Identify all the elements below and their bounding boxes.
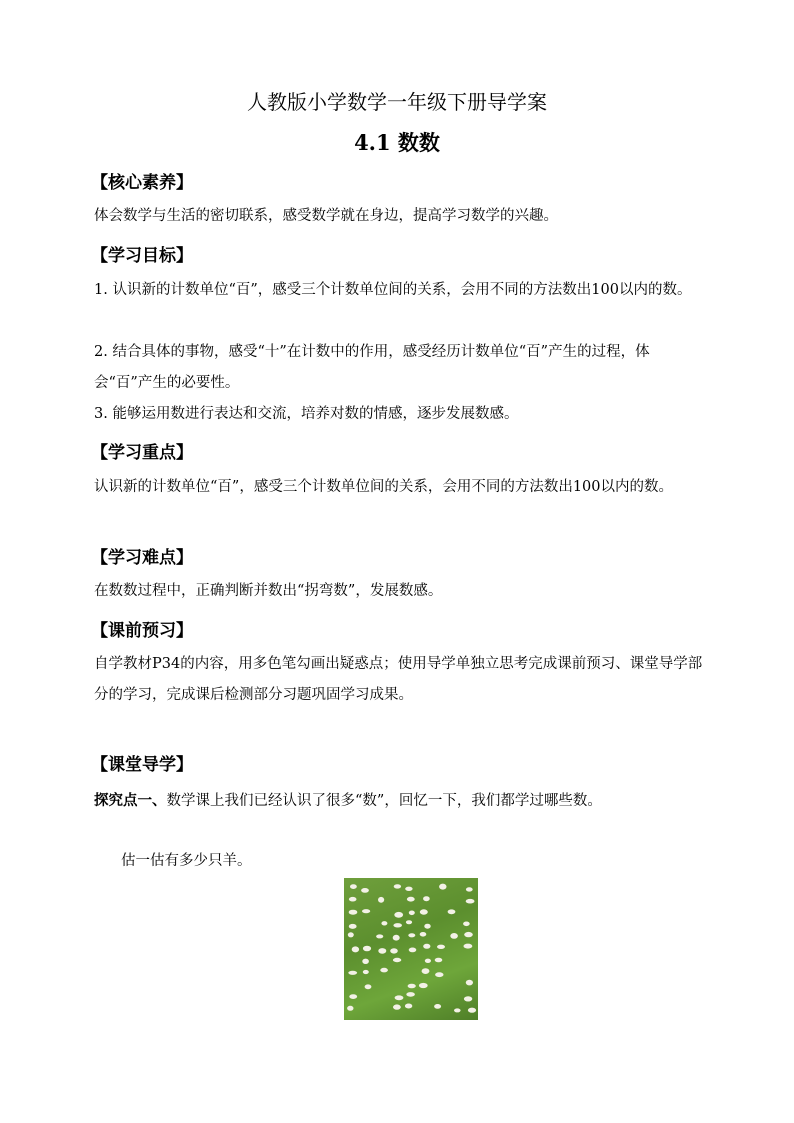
objective-item-1: 1. 认识新的计数单位“百”，感受三个计数单位间的关系，会用不同的方法数出100以内的数。	[94, 282, 692, 298]
sheep-mark	[437, 945, 445, 949]
sheep-mark	[420, 932, 427, 937]
explore-text: 数学课上我们已经认识了很多“数”，回忆一下，我们都学过哪些数。	[166, 793, 602, 809]
difficulties-heading: 【学习难点】	[91, 548, 193, 568]
sheep-mark	[439, 884, 446, 890]
estimate-prompt: 估一估有多少只羊。	[121, 853, 252, 869]
sheep-mark	[405, 887, 412, 891]
sheep-mark	[464, 944, 473, 949]
core-literacy-text: 体会数学与生活的密切联系，感受数学就在身边，提高学习数学的兴趣。	[94, 208, 558, 224]
sheep-mark	[349, 897, 357, 902]
preview-text: 自学教材P34的内容，用多色笔勾画出疑惑点；使用导学单独立思考完成课前预习、课堂导学部分的学习，完成课后检测部分习题巩固学习成果。	[94, 656, 703, 703]
key-points-text: 认识新的计数单位“百”，感受三个计数单位间的关系，会用不同的方法数出100以内的数。	[94, 479, 673, 495]
sheep-mark	[376, 934, 383, 938]
sheep-mark	[362, 959, 369, 964]
sheep-mark	[381, 921, 387, 925]
sheep-mark	[380, 968, 388, 973]
sheep-mark	[406, 992, 415, 997]
sheep-mark	[448, 909, 456, 914]
sheep-mark	[466, 980, 473, 986]
sheep-mark	[363, 946, 371, 952]
sheep-mark	[419, 983, 428, 988]
sheep-mark	[463, 922, 470, 927]
sheep-mark	[408, 984, 416, 989]
sheep-mark	[348, 971, 357, 975]
sheep-mark	[423, 944, 430, 949]
sheep-mark	[390, 948, 398, 953]
sheep-mark	[362, 909, 370, 913]
lesson-title: 4.1 数数	[354, 130, 440, 155]
sheep-mark	[394, 884, 401, 888]
sheep-mark	[420, 909, 428, 914]
sheep-mark	[435, 972, 443, 977]
sheep-mark	[393, 1004, 401, 1009]
sheep-mark	[409, 911, 415, 916]
sheep-mark	[349, 924, 357, 929]
document-title: 人教版小学数学一年级下册导学案	[247, 90, 547, 114]
sheep-mark	[434, 1004, 441, 1009]
preview-heading: 【课前预习】	[91, 621, 193, 641]
explore-label: 探究点一、	[94, 792, 167, 809]
sheep-mark	[468, 1008, 476, 1013]
sheep-mark	[349, 994, 357, 999]
objectives-heading: 【学习目标】	[91, 246, 193, 266]
sheep-mark	[464, 996, 472, 1001]
key-points-heading: 【学习重点】	[91, 443, 193, 463]
sheep-mark	[350, 884, 357, 889]
sheep-flock-illustration	[344, 878, 478, 1020]
sheep-mark	[466, 899, 475, 904]
difficulties-text: 在数数过程中，正确判断并数出“拐弯数”，发展数感。	[94, 583, 443, 599]
objective-item-2: 2. 结合具体的事物，感受“十”在计数中的作用，感受经历计数单位“百”产生的过程，体会“百”产生的必要性。	[94, 344, 650, 391]
sheep-mark	[352, 946, 359, 952]
sheep-mark	[363, 970, 369, 974]
sheep-mark	[464, 932, 473, 937]
sheep-mark	[395, 995, 404, 1000]
sheep-mark	[409, 948, 417, 953]
core-literacy-heading: 【核心素养】	[91, 173, 193, 193]
classroom-heading: 【课堂导学】	[91, 755, 193, 775]
sheep-mark	[361, 888, 369, 893]
sheep-mark	[378, 897, 384, 903]
sheep-mark	[435, 958, 443, 963]
sheep-mark	[365, 984, 372, 989]
sheep-mark	[422, 968, 430, 974]
sheep-mark	[349, 910, 358, 915]
sheep-mark	[393, 923, 402, 927]
sheep-mark	[393, 958, 401, 962]
sheep-mark	[393, 935, 400, 941]
sheep-mark	[450, 933, 458, 939]
sheep-mark	[394, 912, 403, 918]
sheep-mark	[378, 948, 386, 954]
sheep-mark	[347, 1006, 353, 1011]
sheep-mark	[423, 896, 430, 901]
sheep-mark	[407, 897, 415, 902]
sheep-mark	[405, 1004, 412, 1009]
sheep-mark	[348, 932, 354, 937]
sheep-photo	[344, 878, 478, 1020]
sheep-mark	[424, 924, 430, 929]
objective-item-3: 3. 能够运用数进行表达和交流，培养对数的情感，逐步发展数感。	[94, 406, 519, 422]
sheep-mark	[406, 920, 412, 924]
sheep-mark	[408, 933, 415, 937]
sheep-mark	[466, 887, 473, 891]
sheep-mark	[454, 1008, 461, 1012]
explore-point	[94, 785, 706, 817]
sheep-mark	[425, 959, 431, 963]
